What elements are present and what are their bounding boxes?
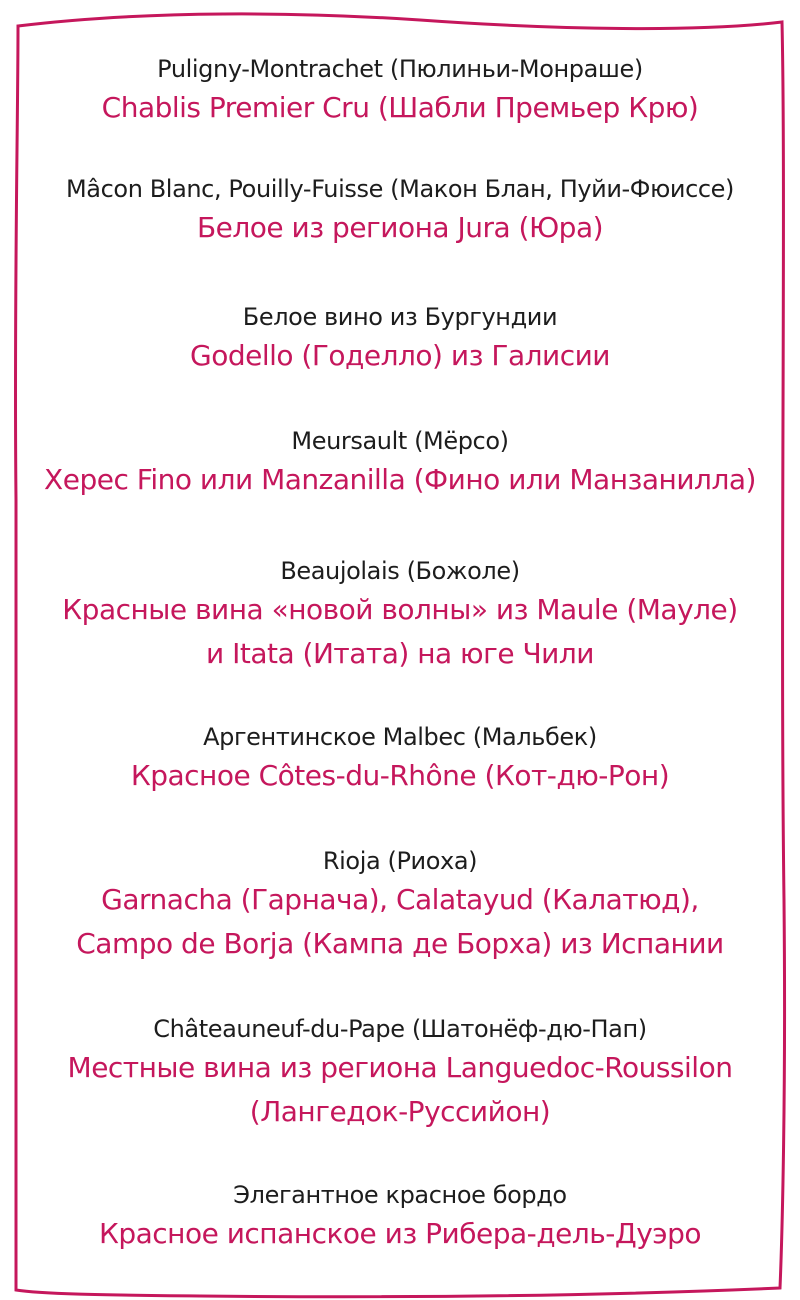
- alternative-wine-line: Campo de Borja (Кампа де Борха) из Испании: [76, 927, 724, 960]
- wine-pair: [20, 846, 780, 966]
- wine-pair: [20, 54, 780, 130]
- classic-wine: Rioja (Риоха): [322, 847, 478, 875]
- classic-wine: Белое вино из Бургундии: [242, 303, 558, 331]
- classic-wine: Mâcon Blanc, Pouilly-Fuisse (Макон Блан, Пуйи-Фюиссе): [66, 175, 734, 203]
- wine-pair: [20, 556, 780, 676]
- alternative-wine: [20, 588, 780, 676]
- alternative-wine: [20, 206, 780, 250]
- alternative-wine-line: Красные вина «новой волны» из Maule (Мауле): [62, 593, 738, 626]
- alternative-wine-line: (Лангедок-Руссийон): [249, 1095, 551, 1128]
- classic-wine: Meursault (Мёрсо): [291, 427, 509, 455]
- alternative-wine: [20, 86, 780, 130]
- alternative-wine-line: Godello (Годелло) из Галисии: [190, 339, 610, 372]
- classic-wine: Аргентинское Malbec (Мальбек): [203, 723, 597, 751]
- alternative-wine-line: Красное Côtes-du-Rhône (Кот-дю-Рон): [130, 759, 670, 792]
- wine-pair: [20, 426, 780, 502]
- alternative-wine: [20, 754, 780, 798]
- alternative-wine: [20, 458, 780, 502]
- classic-wine: Beaujolais (Божоле): [280, 557, 520, 585]
- classic-wine: Puligny-Montrachet (Пюлиньи-Монраше): [157, 55, 643, 83]
- wine-pair: [20, 722, 780, 798]
- wine-pair: [20, 302, 780, 378]
- wine-pair: [20, 1014, 780, 1134]
- alternative-wine-line: Chablis Premier Cru (Шабли Премьер Крю): [101, 91, 699, 124]
- alternative-wine-line: Местные вина из региона Languedoc-Roussilon: [67, 1051, 733, 1084]
- alternative-wine: [20, 1212, 780, 1256]
- alternative-wine: [20, 878, 780, 966]
- alternative-wine-line: и Itata (Итата) на юге Чили: [206, 637, 594, 670]
- classic-wine: Châteauneuf-du-Pape (Шатонёф-дю-Пап): [153, 1015, 647, 1043]
- alternative-wine-line: Херес Fino или Manzanilla (Фино или Манзанилла): [44, 463, 756, 496]
- wine-pair: [20, 174, 780, 250]
- wine-pair: [20, 1180, 780, 1256]
- alternative-wine: [20, 334, 780, 378]
- alternative-wine-line: Белое из региона Jura (Юра): [196, 211, 604, 244]
- alternative-wine-line: Garnacha (Гарнача), Calatayud (Калатюд),: [101, 883, 699, 916]
- classic-wine: Элегантное красное бордо: [233, 1181, 567, 1209]
- alternative-wine-line: Красное испанское из Рибера-дель-Дуэро: [98, 1217, 702, 1250]
- alternative-wine: [20, 1046, 780, 1134]
